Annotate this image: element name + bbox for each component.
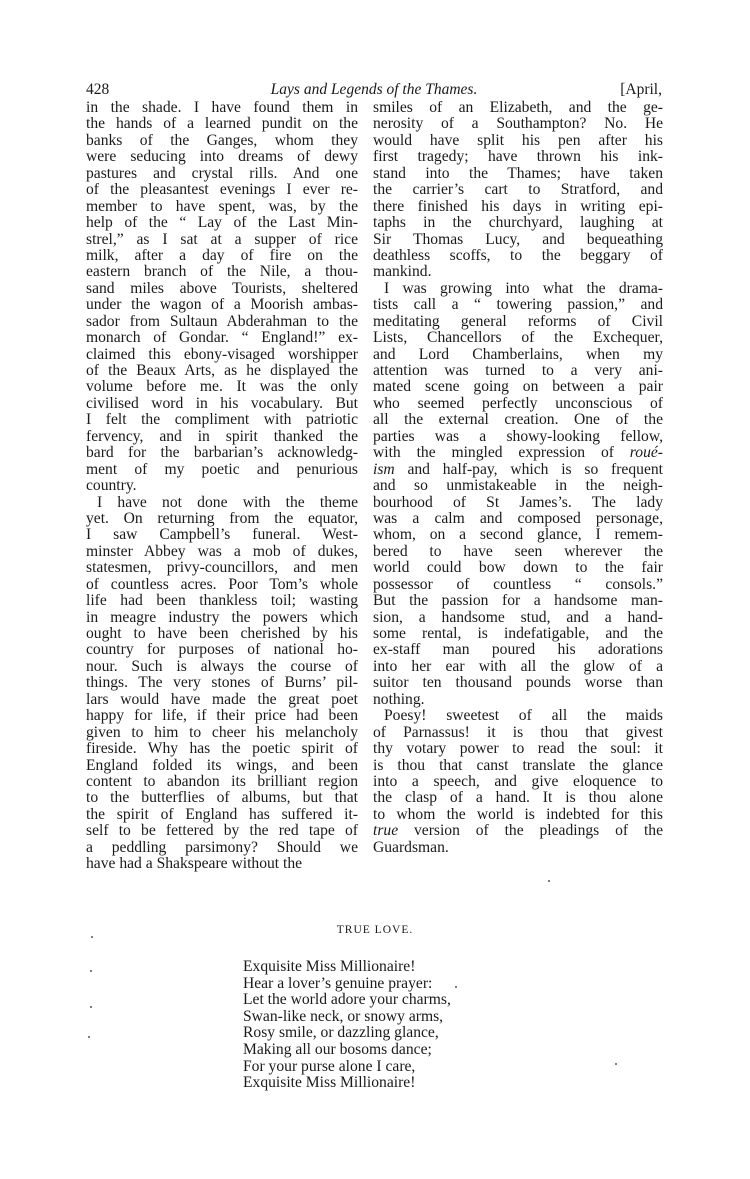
text-line: under the wagon of a Moorish ambas- [86,296,358,314]
text-line: to whom the world is indebted for this [373,805,663,823]
text-line: fireside. Why has the poetic spirit of [86,740,358,758]
text-line: mated scene going on between a pair [373,378,663,396]
text-line: and Lord Chamberlains, when my [373,345,663,363]
text-line: pastures and crystal rills. And one [86,164,358,182]
emphasis: true [373,822,399,840]
text-line: the spirit of England has suffered it- [86,805,358,823]
text-line: stand into the Thames; have taken [373,164,663,182]
text-line: ment of my poetic and penurious [86,460,358,478]
poem-verse [243,959,451,1092]
text-line: have had a Shakspeare without the [86,855,303,873]
text-line: England folded its wings, and been [86,756,358,774]
text-line: eastern branch of the Nile, a thou- [86,263,358,281]
text-line: things. The very stones of Burns’ pil- [86,674,358,692]
text-line: member to have spent, was, by the [86,197,358,215]
text-line: is thou that canst translate the glance [373,756,663,774]
text-line: the hands of a learned pundit on the [86,115,358,133]
text-line: Guardsman. [373,838,449,856]
text-line: were seducing into dreams of dewy [86,148,358,166]
text-line: statesmen, privy-councillors, and men [86,559,358,577]
emphasis: ism [373,460,395,478]
text-line: who seemed perfectly unconscious of [373,394,663,412]
text-line: would have split his pen after his [373,131,663,149]
text-line: monarch of Gondar. “ England!” ex- [86,329,358,347]
scan-speck [615,1063,617,1065]
text-line: the clasp of a hand. It is thou alone [373,789,663,807]
scan-speck [88,1036,90,1038]
text-line: of Parnassus! it is thou that givest [373,723,663,741]
page-number: 428 [86,81,110,98]
emphasis: roué- [629,444,663,462]
text-line: lars would have made the great poet [86,690,358,708]
scan-speck [90,1006,92,1008]
text-line: to the butterflies of albums, but that [86,789,358,807]
text-line: sion, a handsome stud, and a hand- [373,608,663,626]
scan-speck [548,880,550,882]
text-line: the carrier’s cart to Stratford, and [373,181,663,199]
verse-line: Hear a lover’s genuine prayer: [243,974,433,992]
text-line: civilised word in his vocabulary. But [86,394,358,412]
text-line: of the pleasantest evenings I ever re- [86,181,358,199]
text-line: content to abandon its brilliant region [86,772,358,790]
text-line: into her ear with all the glow of a [373,657,663,675]
text-line: nerosity of a Southampton? No. He [373,115,663,133]
text-line: ism and half-pay, which is so frequent [373,460,663,478]
text-line: nothing. [373,690,425,708]
text-line: self to be fettered by the red tape of [86,822,358,840]
issue-label: [April, [620,81,662,98]
left-column [86,100,358,873]
text-line: and so unmistakeable in the neigh- [373,477,663,495]
text-line: I saw Campbell’s funeral. West- [86,526,358,544]
scan-speck [455,986,457,988]
text-line: ex-staff man poured his adorations [373,641,663,659]
text-line: fervency, and in spirit thanked the [86,427,358,445]
running-head [86,80,662,100]
poem-title: TRUE LOVE. [336,924,414,936]
verse-line: Rosy smile, or dazzling glance, [243,1024,439,1042]
text-line: country. [86,477,137,495]
text-line: a peddling parsimony? Should we [86,838,358,856]
text-line: milk, after a day of fire on the [86,246,358,264]
text-line: bard for the barbarian’s acknowledg- [86,444,358,462]
text-line: of the Beaux Arts, as he displayed the [86,362,358,379]
text-line: yet. On returning from the equator, [86,509,358,527]
text-line: given to him to cheer his melancholy [86,723,358,741]
text-line: ought to have been cherished by his [86,625,358,642]
text-line: help of the “ Lay of the Last Min- [86,214,358,232]
text-line: Sir Thomas Lucy, and bequeathing [373,230,663,248]
verse-line: Exquisite Miss Millionaire! [243,1074,416,1092]
text-line: tists call a “ towering passion,” and [373,296,663,314]
text-line: world could bow down to the fair [373,559,663,577]
text-line: country for purposes of national ho- [86,641,358,659]
text-line: But the passion for a handsome man- [373,592,663,610]
text-line: in meagre industry the powers which [86,608,358,626]
text-line: claimed this ebony-visaged worshipper [86,345,358,363]
text-line: bered to have seen wherever the [373,542,663,560]
text-line: strel,” as I sat at a supper of rice [86,230,358,248]
text-line: all the external creation. One of the [373,411,663,429]
text-line: mankind. [373,263,432,281]
text-line: taphs in the churchyard, laughing at [373,214,663,232]
text-line: some rental, is indefatigable, and the [373,625,663,642]
text-line: was a calm and composed personage, [373,509,663,527]
text-line: banks of the Ganges, whom they [86,131,358,149]
text-line: with the mingled expression of roué- [373,444,663,462]
text-line: attention was turned to a very ani- [373,362,663,379]
text-line: of countless acres. Poor Tom’s whole [86,575,358,593]
text-line: sand miles above Tourists, sheltered [86,279,358,297]
text-line: sador from Sultaun Abderahman to the [86,312,358,330]
text-line: happy for life, if their price had been [86,707,358,725]
text-line: deathless scoffs, to the beggary of [373,246,663,264]
verse-line: For your purse alone I care, [243,1057,416,1075]
text-line: minster Abbey was a mob of dukes, [86,542,358,560]
text-line: into a speech, and give eloquence to [373,772,663,790]
text-line: bourhood of St James’s. The lady [373,493,663,511]
scan-speck [91,936,93,938]
text-line: suitor ten thousand pounds worse than [373,674,663,692]
text-line: I have not done with the theme [97,493,358,511]
verse-line: Exquisite Miss Millionaire! [243,958,416,975]
text-line: parties was a showy-looking fellow, [373,427,663,445]
verse-line: Let the world adore your charms, [243,991,451,1009]
text-line: in the shade. I have found them in [86,99,358,116]
text-line: nour. Such is always the course of [86,657,358,675]
right-column [373,100,663,856]
verse-line: Making all our bosoms dance; [243,1040,432,1058]
text-line: Lists, Chancellors of the Exchequer, [373,329,663,347]
text-line: smiles of an Elizabeth, and the ge- [373,99,663,116]
text-line: thy votary power to read the soul: it [373,740,663,758]
text-line: life had been thankless toil; wasting [86,592,358,610]
text-line: possessor of countless “ consols.” [373,575,663,593]
text-line: I was growing into what the drama- [384,279,663,297]
text-line: I felt the compliment with patriotic [86,411,358,429]
text-line: first tragedy; have thrown his ink- [373,148,663,166]
text-line: Poesy! sweetest of all the maids [384,707,663,725]
scan-speck [90,970,92,972]
text-line: meditating general reforms of Civil [373,312,663,330]
running-title: Lays and Legends of the Thames. [270,81,478,98]
text-line: there finished his days in writing epi- [373,197,663,215]
text-line: true version of the pleadings of the [373,822,663,840]
text-line: volume before me. It was the only [86,378,358,396]
verse-line: Swan-like neck, or snowy arms, [243,1007,444,1025]
text-line: whom, on a second glance, I remem- [373,526,663,544]
